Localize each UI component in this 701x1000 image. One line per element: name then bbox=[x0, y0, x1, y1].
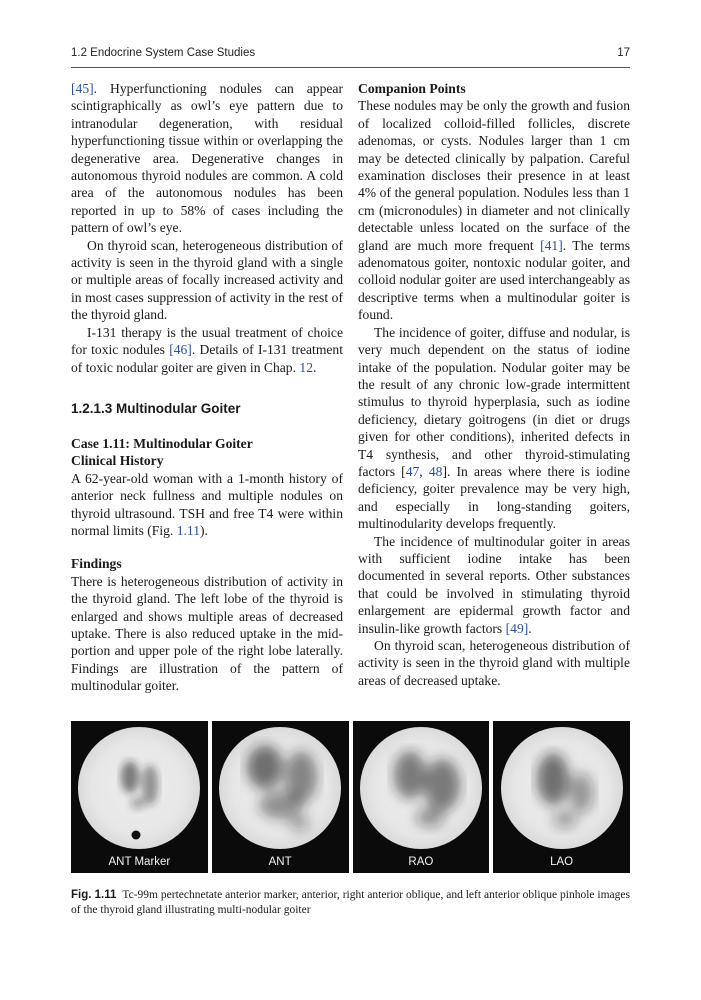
clinical-history-heading: Clinical History bbox=[71, 453, 164, 469]
pinhole-scan-image bbox=[219, 727, 341, 849]
panel-label: RAO bbox=[408, 856, 434, 868]
left-column bbox=[71, 80, 343, 695]
pinhole-scan-image bbox=[78, 727, 200, 849]
paragraph-owls-eye: [45]. Hyperfunctioning nodules can appear scintigraphically as owl’s eye pattern due to intranodular degeneration, with residual hyperfunctioning tissue within or overlapping the degenerative area. Degenerative changes in autonomous thyroid nodules are common. A cold area of the autonomous nodules has been reported in up to 58% of cases including the pattern of owl’s eye. bbox=[71, 81, 343, 236]
paragraph-i131-therapy: I-131 therapy is the usual treatment of choice for toxic nodules [46]. Details of I-131 treatment of toxic nodular goiter are given in Chap. 12. bbox=[71, 324, 343, 375]
findings-text: There is heterogeneous distribution of activity in the thyroid gland. The left lobe of the thyroid is enlarged and shows multiple areas of decreased uptake. There is also reduced uptake in the mid-portion and upper pole of the right lobe laterally. Findings are illustration of the pattern of multinodular goiter. bbox=[71, 573, 343, 694]
findings-heading: Findings bbox=[71, 556, 122, 572]
clinical-history-text: A 62-year-old woman with a 1-month history of anterior neck fullness and multiple nodules on thyroid ultrasound. TSH and free T4 were within normal limits (Fig. 1.11). bbox=[71, 470, 343, 538]
scan-uptake-pattern bbox=[78, 727, 200, 849]
paragraph-thyroid-scan-multinodular: On thyroid scan, heterogeneous distribution of activity is seen in the thyroid gland with multiple areas of decreased uptake. bbox=[358, 638, 630, 688]
panel-label: LAO bbox=[550, 856, 574, 868]
citation-link[interactable]: [46] bbox=[169, 342, 192, 358]
scan-panel-lao bbox=[493, 721, 630, 873]
scan-panel-ant-marker bbox=[71, 721, 208, 873]
panel-label: ANT Marker bbox=[108, 856, 171, 868]
section-heading: 1.2.1.3 Multinodular Goiter bbox=[71, 400, 241, 416]
scan-uptake-pattern bbox=[501, 727, 623, 849]
chapter-link[interactable]: 12 bbox=[299, 359, 313, 375]
paragraph-iodine-sufficient: The incidence of multinodular goiter in areas with sufficient iodine intake has been documented in several reports. Other substances that could be involved in stimulating thyroid enlargement are epidermal growth factor and insulin-like growth factors [49]. bbox=[358, 533, 630, 636]
scan-panel-ant bbox=[212, 721, 349, 873]
caption-text: Tc-99m pertechnetate anterior marker, anterior, right anterior oblique, and left anterior oblique pinhole images of the thyroid gland illustrating multi-nodular goiter bbox=[71, 889, 630, 916]
companion-points-heading: Companion Points bbox=[358, 81, 466, 96]
figure-link[interactable]: 1.11 bbox=[176, 522, 201, 538]
running-head bbox=[71, 47, 630, 65]
pinhole-scan-image bbox=[360, 727, 482, 849]
case-title: Case 1.11: Multinodular Goiter bbox=[71, 435, 253, 451]
header-rule bbox=[71, 67, 630, 68]
paragraph-incidence-goiter: The incidence of goiter, diffuse and nodular, is very much dependent on the status of iodine intake of the population. Nodular goiter may be the result of any chronic low-grade intermittent stimulus to thyroid hyperplasia, such as iodine deficiency, dietary goitrogens (in diet or drugs given for other conditions), inherited defects in T4 synthesis, and other thyroid-stimulating factors [47, 48]. In areas where there is iodine deficiency, goiter prevalence may be very high, and especially in long-standing goiters, multinodularity develops frequently. bbox=[358, 324, 630, 532]
scan-uptake-pattern bbox=[360, 727, 482, 849]
citation-link[interactable]: [41] bbox=[540, 237, 563, 253]
right-column bbox=[358, 80, 630, 689]
citation-link[interactable]: 48 bbox=[428, 463, 443, 479]
paragraph-thyroid-scan-toxic: On thyroid scan, heterogeneous distribution of activity is seen in the thyroid gland with a single or multiple areas of focally increased activity and in most cases suppression of activity in the rest of the thyroid gland. bbox=[71, 237, 343, 323]
page-number: 17 bbox=[617, 47, 630, 59]
citation-link[interactable]: [45] bbox=[71, 81, 94, 96]
citation-link[interactable]: [49] bbox=[505, 620, 529, 636]
paragraph-nodules: These nodules may be only the growth and fusion of localized colloid-filled follicles, discrete adenomas, or cysts. Nodules larger than 1 cm may be detected clinically by palpation. Careful examination discloses their presence in at least 4% of the general population. Nodules less than 1 cm (micronodules) in diameter and not clinically detectable unless located on the surface of the gland are much more frequent [41]. The terms adenomatous goiter, nontoxic nodular goiter, and colloid nodular goiter are used interchangeably as descriptive terms when a multinodular goiter is found. bbox=[358, 98, 630, 323]
citation-link[interactable]: 47 bbox=[405, 463, 420, 479]
figure-number: Fig. 1.11 bbox=[71, 889, 117, 901]
scan-panel-rao bbox=[353, 721, 490, 873]
panel-label: ANT bbox=[268, 856, 292, 868]
figure-1-11 bbox=[71, 721, 630, 873]
running-head-section: 1.2 Endocrine System Case Studies bbox=[71, 47, 256, 59]
pinhole-scan-image bbox=[501, 727, 623, 849]
scan-uptake-pattern bbox=[219, 727, 341, 849]
figure-caption bbox=[71, 888, 630, 918]
